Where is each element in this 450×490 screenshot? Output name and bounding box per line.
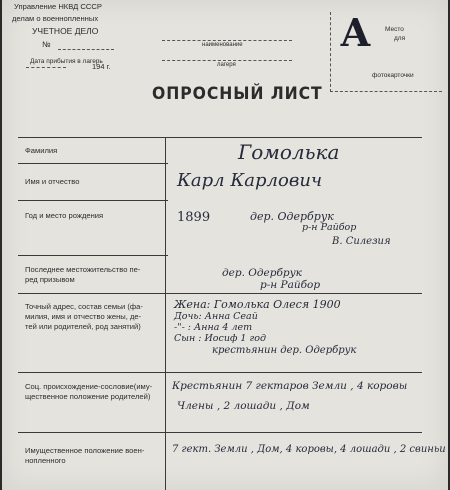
camp-label: наименование: [202, 42, 243, 48]
header-case: УЧЕТНОЕ ДЕЛО: [32, 26, 99, 36]
value-surname: Гомолька: [238, 140, 340, 164]
row-label-property-1: Имущественное положение воен-: [25, 446, 145, 455]
row-label-origin-1: Соц. происхождение-сословие(иму-: [25, 382, 153, 391]
value-family-line2: Дочь: Анна Сеай: [174, 311, 258, 322]
camp-line1: [162, 40, 292, 41]
page-title: ОПРОСНЫЙ ЛИСТ: [152, 84, 323, 104]
photo-label3: фотокарточки: [372, 72, 414, 79]
camp-label2: лагеря: [217, 62, 236, 68]
value-residence: дер. Одербрук: [222, 267, 302, 279]
row-divider-6: [18, 432, 422, 433]
row-label-origin-2: щественное положение родителей): [25, 392, 151, 401]
value-family-line5: крестьянин дер. Одербрук: [212, 345, 357, 356]
table-top-border: [18, 137, 422, 138]
row-divider-3: [18, 255, 168, 256]
value-family-line4: Сын : Иосиф 1 год: [174, 333, 267, 344]
value-birth-year: 1899: [177, 210, 211, 225]
header-dept: делам о военнопленных: [12, 14, 99, 23]
header-org: Управление НКВД СССР: [14, 2, 102, 11]
row-label-residence-1: Последнее местожительство пе-: [25, 265, 141, 274]
value-birth-district: р-н Райбор: [302, 222, 357, 233]
header-number-label: №: [42, 40, 51, 49]
row-label-property-2: нопленного: [25, 456, 66, 465]
photo-label1: Место: [385, 26, 404, 33]
row-divider-5: [18, 372, 422, 373]
row-divider-2: [18, 200, 168, 201]
year-suffix: 194 г.: [92, 62, 111, 71]
value-origin-line1: Крестьянин 7 гектаров Земли , 4 коровы: [172, 380, 408, 392]
value-property-line1: 7 гект. Земли , Дом, 4 коровы, 4 лошади , 2 свиньи: [172, 444, 446, 455]
row-divider-1: [18, 163, 168, 164]
value-birth-place: дер. Одербрук: [250, 210, 334, 223]
value-name: Карл Карлович: [177, 170, 323, 191]
table-column-divider: [165, 137, 166, 490]
row-label-residence-2: ред призывом: [25, 275, 75, 284]
value-family-line3: -"- : Анна 4 лет: [174, 322, 253, 333]
row-label-name: Имя и отчество: [25, 177, 80, 186]
value-family-line1: Жена: Гомолька Олеся 1900: [174, 298, 341, 311]
questionnaire-sheet: [2, 0, 448, 490]
arrival-label: Дата прибытия в лагерь: [30, 58, 103, 65]
row-label-surname: Фамилия: [25, 146, 58, 155]
row-label-family-1: Точный адрес, состав семьи (фа-: [25, 302, 143, 311]
number-line: [58, 49, 114, 50]
value-birth-region: В. Силезия: [332, 236, 391, 247]
row-label-birth: Год и место рождения: [25, 211, 104, 220]
value-residence-district: р-н Райбор: [260, 279, 321, 291]
row-label-family-3: тей или родителей, род занятий): [25, 322, 141, 331]
value-origin-line2: Члены , 2 лошади , Дом: [177, 400, 310, 412]
row-label-family-2: милия, имя и отчество жены, де-: [25, 312, 142, 321]
camp-line2: [162, 60, 292, 61]
row-divider-4: [18, 293, 422, 294]
photo-label2: для: [394, 35, 406, 42]
date-line: [26, 67, 66, 68]
archive-stamp-letter: А: [340, 10, 371, 55]
